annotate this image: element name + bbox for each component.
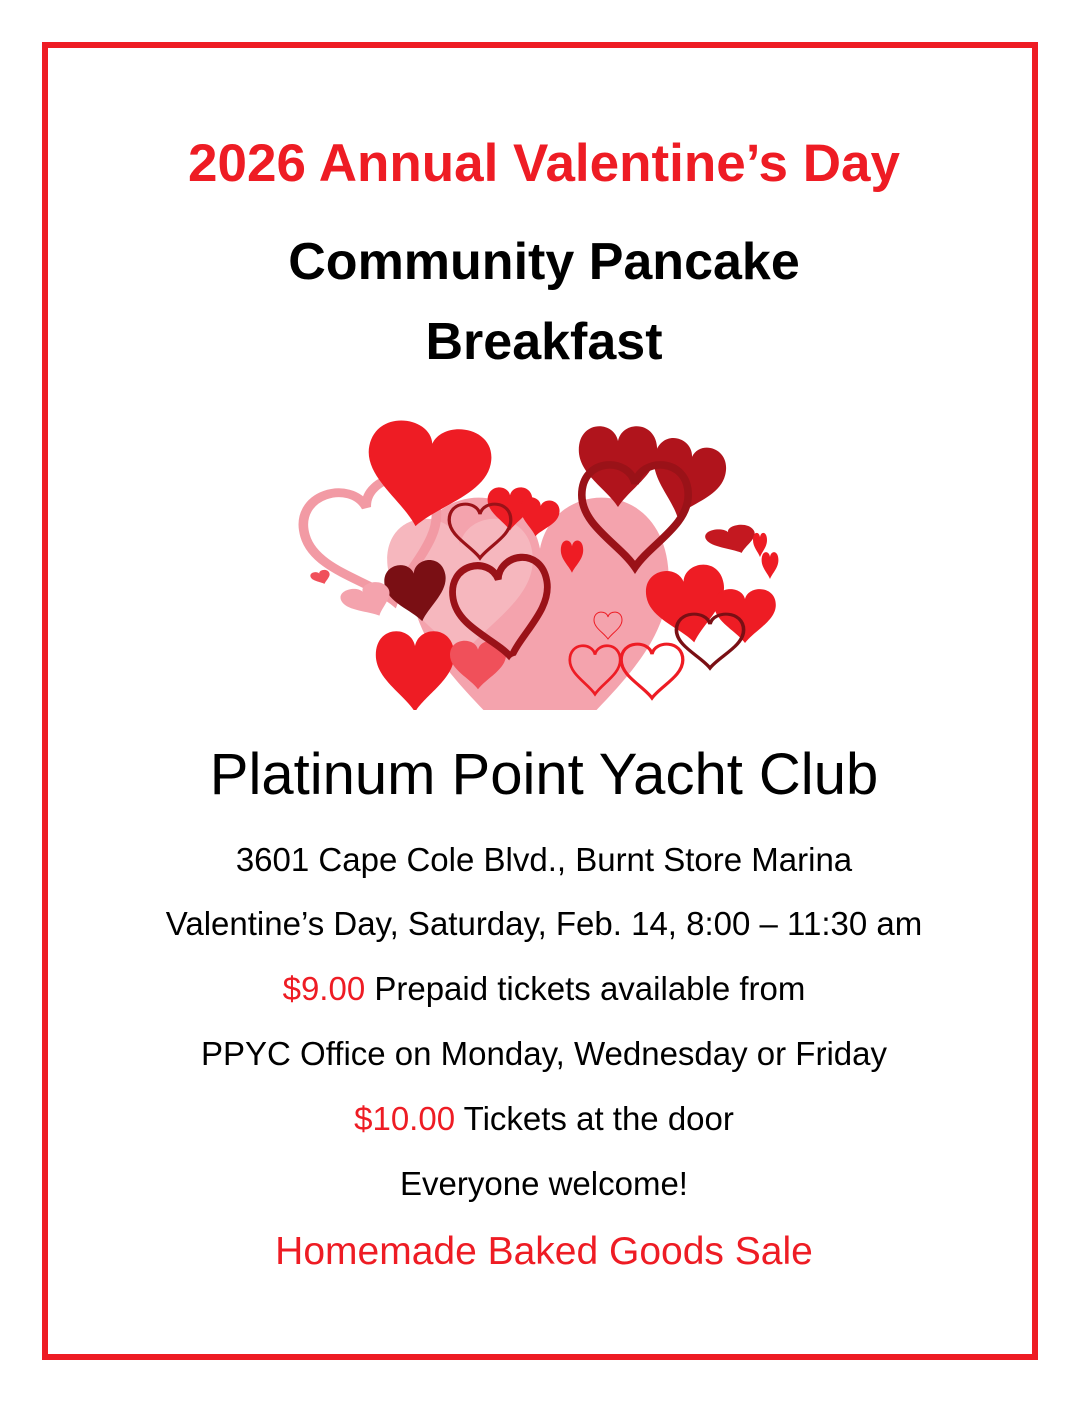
heart-tiny-red-icon bbox=[309, 569, 334, 586]
venue-address: 3601 Cape Cole Blvd., Burnt Store Marina bbox=[235, 841, 853, 878]
door-text: Tickets at the door bbox=[455, 1100, 734, 1137]
event-date-time: Valentine’s Day, Saturday, Feb. 14, 8:00 – 11:30 am bbox=[165, 905, 923, 942]
prepaid-text: Prepaid tickets available from bbox=[365, 970, 806, 1007]
venue-name: Platinum Point Yacht Club bbox=[209, 742, 879, 807]
heart-tiny-red-icon bbox=[762, 552, 779, 579]
office-hours: PPYC Office on Monday, Wednesday or Friday bbox=[201, 1035, 887, 1072]
prepaid-tickets-line bbox=[0, 967, 1088, 1011]
bake-sale-notice: Homemade Baked Goods Sale bbox=[275, 1230, 813, 1273]
flyer-subtitle-line-2: Breakfast bbox=[425, 313, 663, 371]
prepaid-price: $9.00 bbox=[282, 970, 366, 1007]
door-price: $10.00 bbox=[354, 1100, 456, 1137]
hearts-cluster-icon bbox=[290, 410, 800, 710]
heart-red-icon bbox=[376, 631, 454, 710]
flyer-title: 2026 Annual Valentine’s Day bbox=[188, 134, 900, 193]
door-tickets-line bbox=[0, 1097, 1088, 1141]
flyer-subtitle-line-1: Community Pancake bbox=[288, 233, 800, 291]
heart-red-icon bbox=[714, 589, 776, 643]
welcome-message: Everyone welcome! bbox=[400, 1165, 688, 1202]
